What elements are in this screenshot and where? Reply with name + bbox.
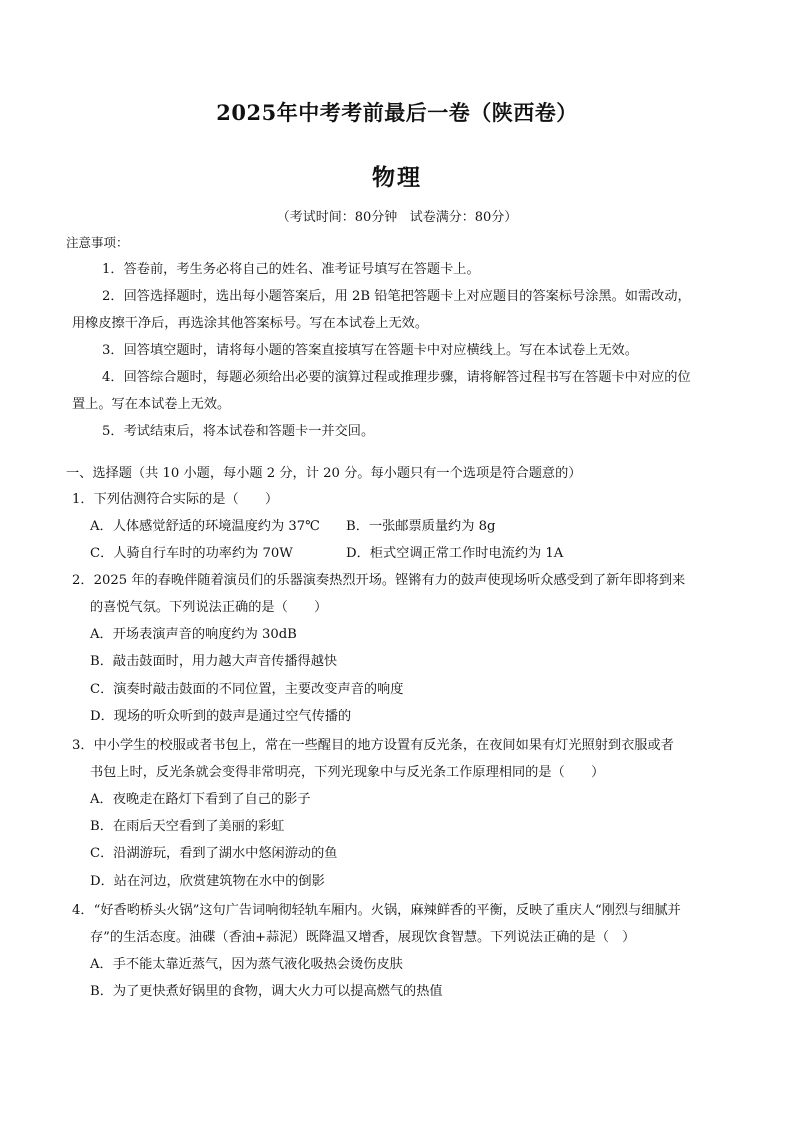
option-b: B．在雨后天空看到了美丽的彩虹 xyxy=(90,819,285,834)
option-b: B．一张邮票质量约为 8g xyxy=(346,519,496,534)
option-c: C．人骑自行车时的功率约为 70W xyxy=(90,546,293,561)
question-stem-cont: 的喜悦气氛。下列说法正确的是（ ） xyxy=(90,600,328,615)
question-stem: 3．中小学生的校服或者书包上，常在一些醒目的地方设置有反光条，在夜间如果有灯光照射到衣服或者 xyxy=(72,738,674,753)
option-c: C．沿湖游玩，看到了湖水中悠闲游动的鱼 xyxy=(90,846,338,861)
notice-item: 3．回答填空题时，请将每小题的答案直接填写在答题卡中对应横线上。写在本试卷上无效。 xyxy=(102,343,638,358)
question-stem-cont: 书包上时，反光条就会变得非常明亮，下列光现象中与反光条工作原理相同的是（ ） xyxy=(90,765,605,780)
option-c: C．演奏时敲击鼓面的不同位置，主要改变声音的响度 xyxy=(90,682,404,697)
exam-title: 2025年中考考前最后一卷（陕西卷） xyxy=(216,100,578,125)
notice-item: 2．回答选择题时，选出每小题答案后，用 2B 铅笔把答题卡上对应题目的答案标号涂黑。如需改动， xyxy=(102,289,691,304)
option-b: B．为了更快煮好锅里的食物，调大火力可以提高燃气的热值 xyxy=(90,984,443,999)
option-b: B．敲击鼓面时，用力越大声音传播得越快 xyxy=(90,654,338,669)
notice-heading: 注意事项： xyxy=(66,235,129,250)
question-stem-cont: 存”的生活态度。油碟（香油+蒜泥）既降温又增香，展现饮食智慧。下列说法正确的是（ ） xyxy=(90,930,636,945)
option-d: D．柜式空调正常工作时电流约为 1A xyxy=(346,546,564,561)
option-a: A．夜晚走在路灯下看到了自己的影子 xyxy=(90,792,311,807)
option-a: A．开场表演声音的响度约为 30dB xyxy=(90,627,297,642)
question-stem: 2．2025 年的春晚伴随着演员们的乐器演奏热烈开场。铿锵有力的鼓声使现场听众感受到了新年即将到来 xyxy=(72,573,686,588)
notice-item: 5．考试结束后，将本试卷和答题卡一并交回。 xyxy=(102,424,375,439)
question-stem: 1．下列估测符合实际的是（ ） xyxy=(72,492,279,507)
question-stem: 4．“好香哟桥头火锅”这句广告词响彻轻轨车厢内。火锅，麻辣鲜香的平衡，反映了重庆人“刚烈与细腻并 xyxy=(72,903,681,918)
section-heading: 一、选择题（共 10 小题，每小题 2 分，计 20 分。每小题只有一个选项是符合题意的） xyxy=(66,466,582,481)
option-a: A．人体感觉舒适的环境温度约为 37℃ xyxy=(90,519,320,534)
notice-item: 置上。写在本试卷上无效。 xyxy=(72,397,231,412)
option-a: A．手不能太靠近蒸气，因为蒸气液化吸热会烫伤皮肤 xyxy=(90,957,403,972)
option-d: D．站在河边，欣赏建筑物在水中的倒影 xyxy=(90,874,325,889)
subject-title: 物理 xyxy=(372,164,422,191)
notice-item: 4．回答综合题时，每题必须给出必要的演算过程或推理步骤，请将解答过程书写在答题卡中对应的位 xyxy=(102,370,691,385)
notice-item: 1．答卷前，考生务必将自己的姓名、准考证号填写在答题卡上。 xyxy=(102,262,480,277)
notice-item: 用橡皮擦干净后，再选涂其他答案标号。写在本试卷上无效。 xyxy=(72,316,429,331)
option-d: D．现场的听众听到的鼓声是通过空气传播的 xyxy=(90,709,352,724)
exam-info: （考试时间：80分钟 试卷满分：80分） xyxy=(276,210,518,225)
